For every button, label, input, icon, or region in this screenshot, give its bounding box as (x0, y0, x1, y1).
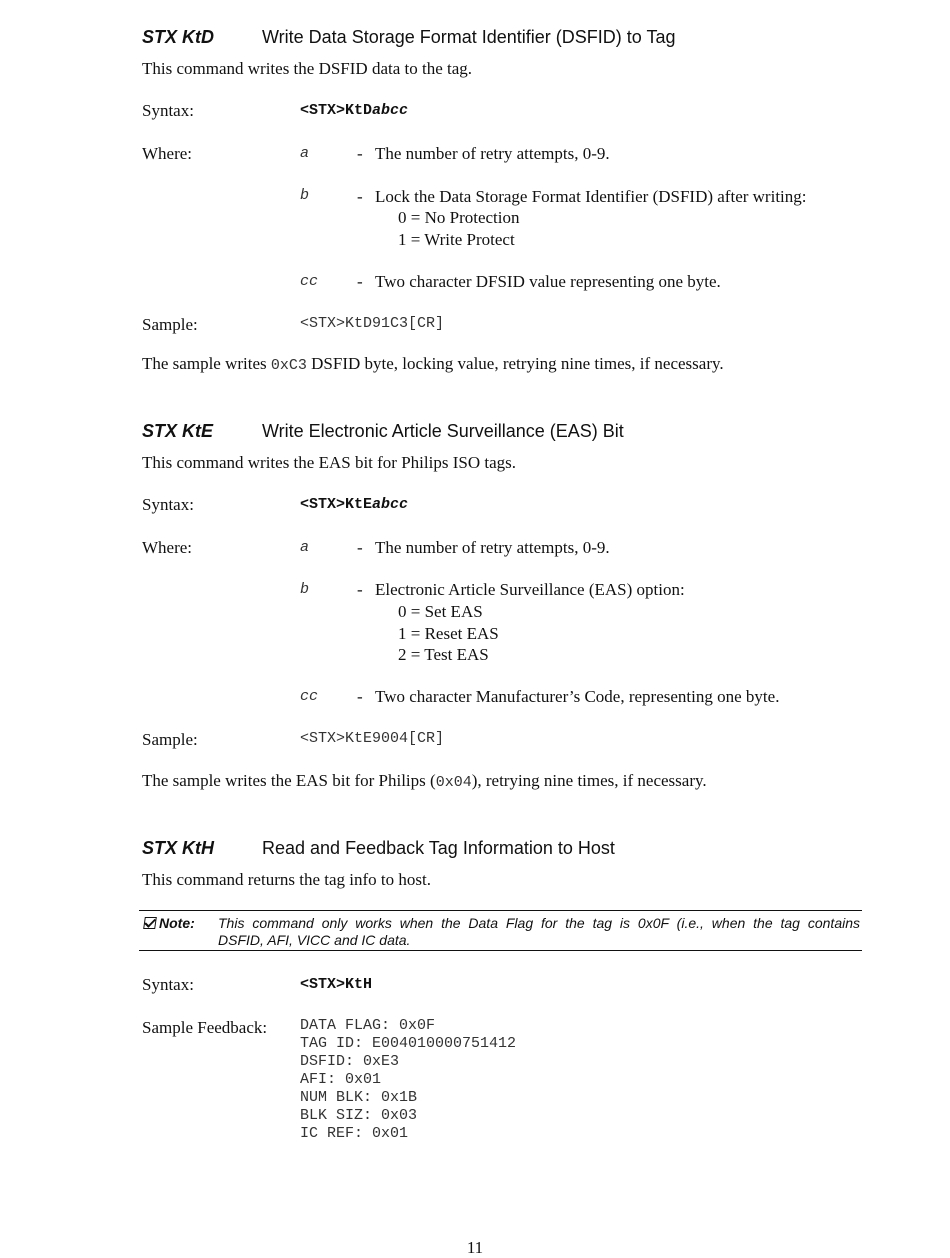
section-title-ktd: Write Data Storage Format Identifier (DSFID) to Tag (262, 27, 676, 47)
sample-feedback (300, 1017, 516, 1143)
param-dash-kte-a: - (357, 538, 363, 557)
explanation-code-ktd: 0xC3 (270, 357, 307, 374)
section-code-ktd: STX KtD (142, 27, 214, 47)
section-code-kte: STX KtE (142, 421, 214, 441)
feedback-line: TAG ID: E004010000751412 (300, 1035, 517, 1052)
page-number: 11 (466, 1238, 484, 1257)
param-option-kte-b-0: 0 = Set EAS (398, 602, 483, 621)
note-text-line-1: This command only works when the Data Flag for the tag is 0x0F (i.e., when the tag contains (218, 915, 860, 931)
checkbox-icon (143, 917, 157, 929)
feedback-line: IC REF: 0x01 (300, 1125, 409, 1142)
param-desc-kte-a: The number of retry attempts, 0-9. (375, 538, 610, 557)
section-title-kte: Write Electronic Article Surveillance (EAS) Bit (262, 421, 624, 441)
param-desc-kte-cc: Two character Manufacturer’s Code, representing one byte. (375, 687, 780, 706)
feedback-line: AFI: 0x01 (300, 1071, 382, 1088)
feedback-line: NUM BLK: 0x1B (300, 1089, 418, 1106)
param-desc-kte-b: Electronic Article Surveillance (EAS) option: (375, 580, 685, 599)
section-code-kth: STX KtH (142, 838, 214, 858)
sample-label-ktd: Sample: (142, 315, 198, 334)
feedback-line: BLK SIZ: 0x03 (300, 1107, 418, 1124)
sample-code-kte: <STX>KtE9004[CR] (300, 730, 445, 747)
syntax-params-ktd: abcc (372, 102, 409, 119)
where-label-ktd: Where: (142, 144, 193, 163)
note-box (139, 910, 862, 951)
param-desc-ktd-a: The number of retry attempts, 0-9. (375, 144, 610, 163)
param-dash-kte-cc: - (357, 687, 363, 706)
sample-label-kte: Sample: (142, 730, 198, 749)
param-name-kte-b: b (300, 581, 310, 598)
param-dash-kte-b: - (357, 580, 363, 599)
section-description-kte: This command writes the EAS bit for Philips ISO tags. (142, 453, 516, 472)
explanation-text-kte-post: ), retrying nine times, if necessary. (471, 771, 707, 790)
param-option-kte-b-2: 2 = Test EAS (398, 645, 489, 664)
syntax-label-ktd: Syntax: (142, 101, 194, 120)
param-desc-ktd-cc: Two character DFSID value representing one byte. (375, 272, 721, 291)
section-description-ktd: This command writes the DSFID data to the tag. (142, 59, 473, 78)
syntax-label-kth: Syntax: (142, 975, 194, 994)
param-name-ktd-cc: cc (300, 273, 319, 290)
section-title-kth: Read and Feedback Tag Information to Host (262, 838, 615, 858)
explanation-text-ktd-post: DSFID byte, locking value, retrying nine times, if necessary. (306, 354, 724, 373)
param-dash-ktd-a: - (357, 144, 363, 163)
note-label-text: Note: (159, 915, 195, 931)
param-name-kte-cc: cc (300, 688, 319, 705)
sample-code-ktd: <STX>KtD91C3[CR] (300, 315, 445, 332)
syntax-label-kte: Syntax: (142, 495, 194, 514)
param-name-kte-a: a (300, 539, 310, 556)
where-label-kte: Where: (142, 538, 193, 557)
syntax-prefix-ktd: <STX>KtD (300, 102, 373, 119)
syntax-params-kte: abcc (372, 496, 409, 513)
param-desc-ktd-b: Lock the Data Storage Format Identifier (DSFID) after writing: (375, 187, 807, 206)
param-option-kte-b-1: 1 = Reset EAS (398, 624, 499, 643)
note-label (144, 915, 195, 931)
syntax-value-kth: <STX>KtH (300, 976, 373, 993)
feedback-line: DATA FLAG: 0x0F (300, 1017, 436, 1034)
sample-explanation-ktd (142, 354, 724, 374)
param-name-ktd-a: a (300, 145, 310, 162)
feedback-line: DSFID: 0xE3 (300, 1053, 400, 1070)
sample-explanation-kte (142, 771, 707, 791)
param-dash-ktd-b: - (357, 187, 363, 206)
param-option-ktd-b-0: 0 = No Protection (398, 208, 520, 227)
syntax-prefix-kte: <STX>KtE (300, 496, 373, 513)
explanation-text-ktd-pre: The sample writes (142, 354, 271, 373)
param-name-ktd-b: b (300, 187, 310, 204)
note-text-line-2: DSFID, AFI, VICC and IC data. (218, 932, 411, 948)
explanation-code-kte: 0x04 (435, 774, 472, 791)
explanation-text-kte-pre: The sample writes the EAS bit for Philips ( (142, 771, 436, 790)
note-text (218, 915, 860, 949)
section-description-kth: This command returns the tag info to host. (142, 870, 431, 889)
syntax-value-ktd (300, 102, 408, 119)
syntax-value-kte (300, 496, 408, 513)
param-option-ktd-b-1: 1 = Write Protect (398, 230, 515, 249)
param-dash-ktd-cc: - (357, 272, 363, 291)
feedback-label-kth: Sample Feedback: (142, 1018, 268, 1037)
